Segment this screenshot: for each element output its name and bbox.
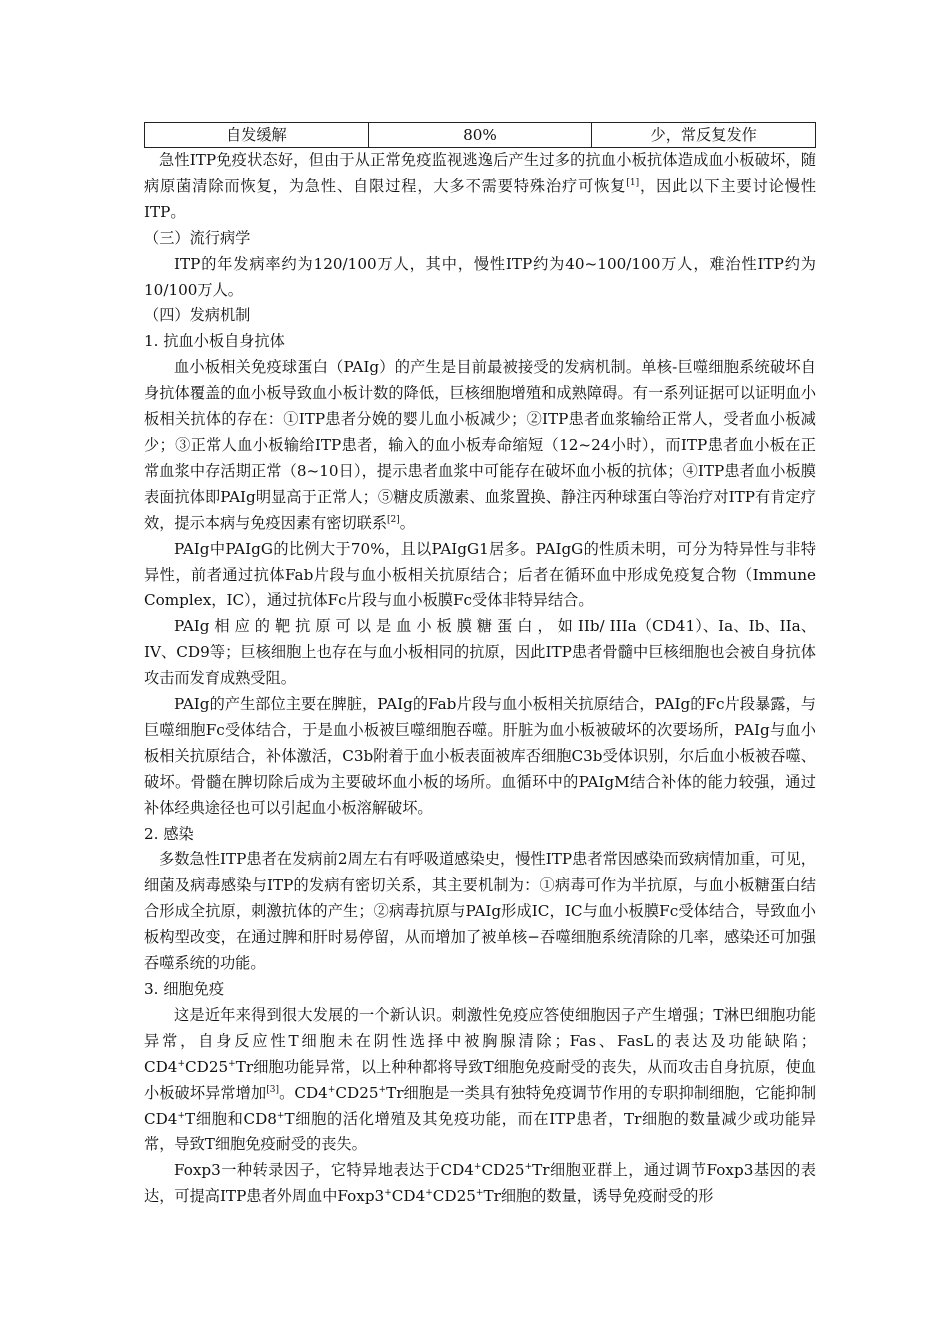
table-cell: 80% [368,123,592,148]
paragraph-infection: 多数急性ITP患者在发病前2周左右有呼吸道感染史，慢性ITP患者常因感染而致病情加重，可见，细菌及病毒感染与ITP的发病有密切关系，其主要机制为：①病毒可作为半抗原，与血小板糖蛋白结合形成全抗原，刺激抗体的产生；②病毒抗原与PAIg形成IC，IC与血小板膜Fc受体结合，导致血小板构型改变，在通过脾和肝时易停留，从而增加了被单核−吞噬细胞系统清除的几率，感染还可加强吞噬系统的功能。 [144,850,816,973]
paragraph-foxp3: Foxp3一种转录因子，它特异地表达于CD4+CD25+Tr细胞亚群上，通过调节Foxp3基因的表达，可提高ITP患者外周血中Foxp3+CD4+CD25+Tr细胞的数量，诱导免疫耐受的形 [144,1161,816,1206]
section-heading-epidemiology: （三）流行病学 [144,228,251,247]
subheading-cellular-immunity: 3. 细胞免疫 [144,980,225,998]
table-cell: 自发缓解 [145,123,369,148]
paragraph-target-antigen: PAIg 相 应 的 靶 抗 原 可 以 是 血 小 板 膜 糖 蛋 白 ， 如 IIb/ IIIa（CD41）、Ia、Ib、IIa、IV、CD9等；巨核细胞上也存在与血小板相同的抗原，因此ITP患者骨髓中巨核细胞也会被自身抗体攻击而发育成熟受阻。 [144,617,816,688]
paragraph-paigg: PAIg中PAIgG的比例大于70%，且以PAIgG1居多。PAIgG的性质未明，可分为特异性与非特异性，前者通过抗体Fab片段与血小板相关抗原结合；后者在循环血中形成免疫复合物（Immune Complex，IC），通过抗体Fc片段与血小板膜Fc受体非特异结合。 [144,539,816,610]
table-cell: 少，常反复发作 [592,123,816,148]
paragraph-spleen: PAIg的产生部位主要在脾脏，PAIg的Fab片段与血小板相关抗原结合，PAIg的Fc片段暴露，与巨噬细胞Fc受体结合，于是血小板被巨噬细胞吞噬。肝脏为血小板被破坏的次要场所，PAIg与血小板相关抗原结合，补体激活，C3b附着于血小板表面被库否细胞C3b受体识别，尔后血小板被吞噬、破坏。骨髓在脾切除后成为主要破坏血小板的场所。血循环中的PAIgM结合补体的能力较强，通过补体经典途径也可以引起血小板溶解破坏。 [144,695,816,817]
document-page [144,122,816,1210]
paragraph-acute-itp: 急性ITP免疫状态好，但由于从正常免疫监视逃逸后产生过多的抗血小板抗体造成血小板破坏，随病原菌清除而恢复，为急性、自限过程，大多不需要特殊治疗可恢复[1]，因此以下主要讨论慢性ITP。 [144,151,817,221]
section-heading-pathogenesis: （四）发病机制 [144,306,251,325]
table-row [145,123,816,148]
subheading-antibodies: 1. 抗血小板自身抗体 [144,332,285,351]
outcome-table [144,122,816,148]
paragraph-epidemiology: ITP的年发病率约为120/100万人，其中，慢性ITP约为40~100/100万人，难治性ITP约为10/100万人。 [144,254,816,299]
subheading-infection: 2. 感染 [144,824,194,843]
paragraph-paig: 血小板相关免疫球蛋白（PAIg）的产生是目前最被接受的发病机制。单核-巨噬细胞系统破坏自身抗体覆盖的血小板导致血小板计数的降低，巨核细胞增殖和成熟障碍。有一系列证据可以证明血小板相关抗体的存在：①ITP患者分娩的婴儿血小板减少；②ITP患者血浆输给正常人，受者血小板减少；③正常人血小板输给ITP患者，输入的血小板寿命缩短（12~24小时），而ITP患者血小板在正常血浆中存活期正常（8~10日），提示患者血浆中可能存在破坏血小板的抗体；④ITP患者血小板膜表面抗体即PAIg明显高于正常人；⑤糖皮质激素、血浆置换、静注丙种球蛋白等治疗对ITP有肯定疗效，提示本病与免疫因素有密切联系[2]。 [144,358,816,532]
paragraph-cellular-immunity: 这是近年来得到很大发展的一个新认识。刺激性免疫应答使细胞因子产生增强；T淋巴细胞功能异常，自身反应性T细胞未在阴性选择中被胸腺清除；Fas、FasL的表达及功能缺陷；CD4+CD25+Tr细胞功能异常，以上种种都将导致T细胞免疫耐受的丧失，从而攻击自身抗原，使血小板破坏异常增加[3]。CD4+CD25+Tr细胞是一类具有独特免疫调节作用的专职抑制细胞，它能抑制CD4+T细胞和CD8+T细胞的活化增殖及其免疫功能，而在ITP患者，Tr细胞的数量减少或功能异常，导致T细胞免疫耐受的丧失。 [144,1005,817,1154]
